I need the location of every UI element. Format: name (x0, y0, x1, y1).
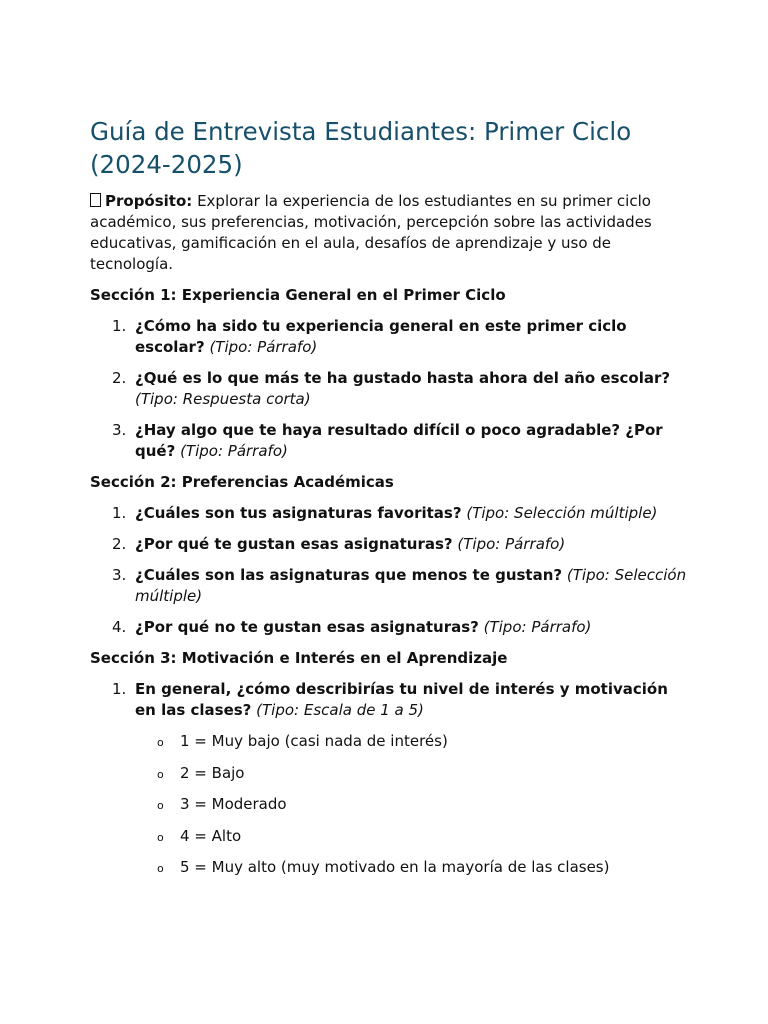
question-text: ¿Por qué te gustan esas asignaturas? (135, 535, 453, 553)
question-text: ¿Cuáles son tus asignaturas favoritas? (135, 504, 462, 522)
section-3-title: Sección 3: Motivación e Interés en el Aprendizaje (90, 649, 508, 667)
section-2-title: Sección 2: Preferencias Académicas (90, 473, 394, 491)
question-type: (Tipo: Párrafo) (483, 618, 592, 636)
question-number: 3. (112, 421, 127, 439)
scale-option-text: 3 = Moderado (180, 795, 287, 813)
document-title: Guía de Entrevista Estudiantes: Primer Ciclo (2024-2025) (90, 117, 632, 179)
scale-option (135, 763, 690, 784)
bullet-circle-icon: o (157, 830, 164, 844)
question-item (90, 565, 690, 607)
question-item (90, 368, 690, 410)
scale-option (135, 857, 690, 878)
question-number: 1. (112, 680, 127, 698)
question-item (90, 420, 690, 462)
bullet-circle-icon: o (157, 799, 164, 812)
question-text: ¿Por qué no te gustan esas asignaturas? (135, 618, 479, 636)
scale-option-text: 1 = Muy bajo (casi nada de interés) (180, 732, 448, 750)
question-item (90, 534, 690, 555)
question-text: ¿Cómo ha sido tu experiencia general en este primer ciclo escolar? (135, 317, 627, 356)
scale-option (135, 794, 690, 815)
question-type: (Tipo: Respuesta corta) (135, 390, 311, 408)
scale-option-text: 4 = Alto (180, 826, 242, 845)
scale-option-text: 5 = Muy alto (muy motivado en la mayoría de las clases) (180, 858, 610, 876)
question-item (90, 617, 690, 638)
question-text: En general, ¿cómo describirías tu nivel de interés y motivación en las clases? (135, 680, 668, 719)
scale-options-list (135, 731, 690, 878)
question-number: 3. (112, 566, 127, 584)
question-item (90, 316, 690, 358)
scale-option-text: 2 = Bajo (180, 763, 245, 782)
bullet-circle-icon: o (157, 862, 164, 875)
purpose-paragraph (90, 191, 690, 275)
question-type: (Tipo: Párrafo) (457, 535, 566, 553)
question-number: 1. (112, 317, 127, 335)
question-text: ¿Cuáles son las asignaturas que menos te gustan? (135, 566, 563, 584)
question-type: (Tipo: Selección múltiple) (466, 504, 658, 522)
question-text: ¿Hay algo que te haya resultado difícil o poco agradable? ¿Por qué? (135, 421, 663, 460)
question-text: ¿Qué es lo que más te ha gustado hasta ahora del año escolar? (135, 369, 671, 387)
section-1-title: Sección 1: Experiencia General en el Primer Ciclo (90, 286, 506, 304)
question-number: 2. (112, 369, 127, 387)
question-type: (Tipo: Párrafo) (180, 442, 288, 460)
question-type: (Tipo: Párrafo) (209, 338, 318, 356)
section-1-questions (90, 316, 690, 462)
bullet-circle-icon: o (157, 736, 164, 749)
question-number: 2. (112, 535, 127, 553)
purpose-label: Propósito: (105, 192, 193, 210)
scale-option (135, 826, 690, 847)
bullet-circle-icon: o (157, 767, 164, 781)
purpose-text: Explorar la experiencia de los estudiantes en su primer ciclo académico, sus preferencias, motivación, percepción sobre las actividades educativas, gamificación en el aula, desafíos de aprendizaje y uso de tecnología. (90, 192, 652, 273)
document-content (90, 115, 690, 889)
question-number: 4. (112, 618, 127, 636)
question-type: (Tipo: Escala de 1 a 5) (256, 701, 424, 719)
question-number: 1. (112, 504, 127, 522)
question-item (90, 679, 690, 878)
question-type: (Tipo: Selección múltiple) (135, 566, 687, 605)
section-3-questions (90, 679, 690, 878)
section-2-questions (90, 503, 690, 638)
question-item (90, 503, 690, 524)
scale-option (135, 731, 690, 752)
purpose-emoji-icon (90, 193, 101, 207)
